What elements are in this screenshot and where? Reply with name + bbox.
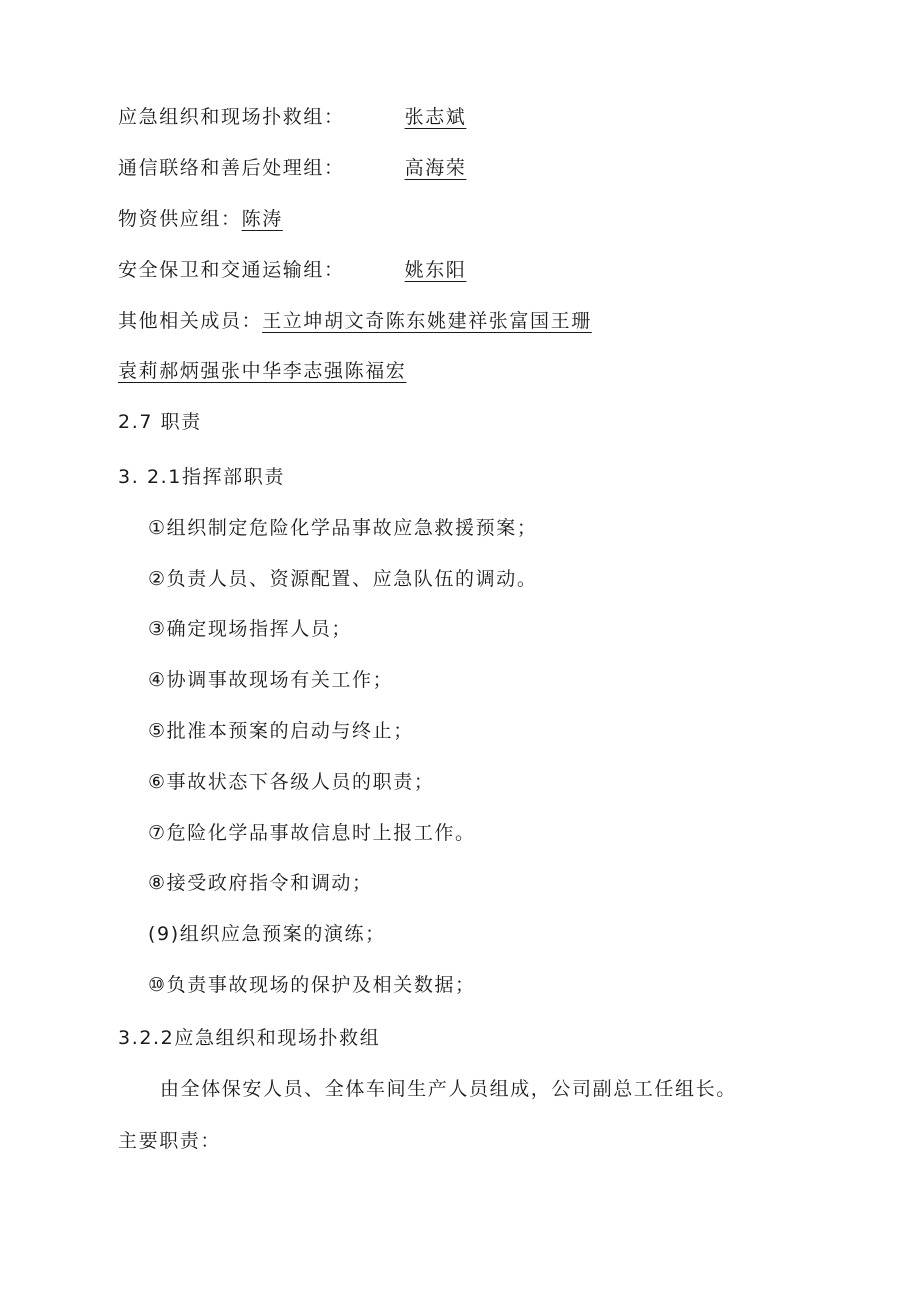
other-members-names-continued: 袁莉郝炳强张中华李志强陈福宏	[118, 360, 407, 382]
other-members-names: 王立坤胡文奇陈东姚建祥张富国王珊	[262, 310, 592, 332]
group-label: 通信联络和善后处理组：	[118, 157, 345, 179]
main-duties-label: 主要职责：	[118, 1130, 222, 1152]
duty-item: ②负责人员、资源配置、应急队伍的调动。	[148, 568, 538, 590]
group-row-security	[118, 256, 466, 284]
group-leader: 张志斌	[404, 106, 467, 128]
section-heading-3-2-2: 3.2.2应急组织和现场扑救组	[118, 1027, 381, 1049]
duty-item: ⑦危险化学品事故信息时上报工作。	[148, 822, 476, 844]
group-label: 应急组织和现场扑救组：	[118, 106, 345, 128]
duty-item: ④协调事故现场有关工作；	[148, 669, 394, 691]
group-label: 安全保卫和交通运输组：	[118, 259, 345, 281]
group-label: 物资供应组：	[118, 208, 242, 230]
other-members-row	[118, 307, 592, 335]
other-members-row-2	[118, 357, 406, 385]
duty-item: ⑤批准本预案的启动与终止；	[148, 720, 414, 742]
group-row-supplies	[118, 205, 283, 233]
group-row-rescue	[118, 103, 466, 131]
duty-item: ⑥事故状态下各级人员的职责；	[148, 771, 435, 793]
section-heading-3-2-1: 3. 2.1指挥部职责	[118, 466, 285, 488]
duty-item: (9)组织应急预案的演练；	[148, 923, 386, 945]
section-heading-2-7: 2.7 职责	[118, 411, 202, 433]
group-row-communication	[118, 154, 466, 182]
group-leader: 陈涛	[241, 208, 283, 230]
group-leader: 姚东阳	[404, 259, 467, 281]
duty-item: ⑩负责事故现场的保护及相关数据；	[148, 974, 476, 996]
composition-paragraph: 由全体保安人员、全体车间生产人员组成，公司副总工任组长。	[160, 1078, 737, 1100]
other-members-label: 其他相关成员：	[118, 310, 263, 332]
duty-item: ③确定现场指挥人员；	[148, 618, 353, 640]
duty-item: ①组织制定危险化学品事故应急救援预案；	[148, 517, 538, 539]
group-leader: 高海荣	[404, 157, 467, 179]
duty-item: ⑧接受政府指令和调动；	[148, 872, 373, 894]
